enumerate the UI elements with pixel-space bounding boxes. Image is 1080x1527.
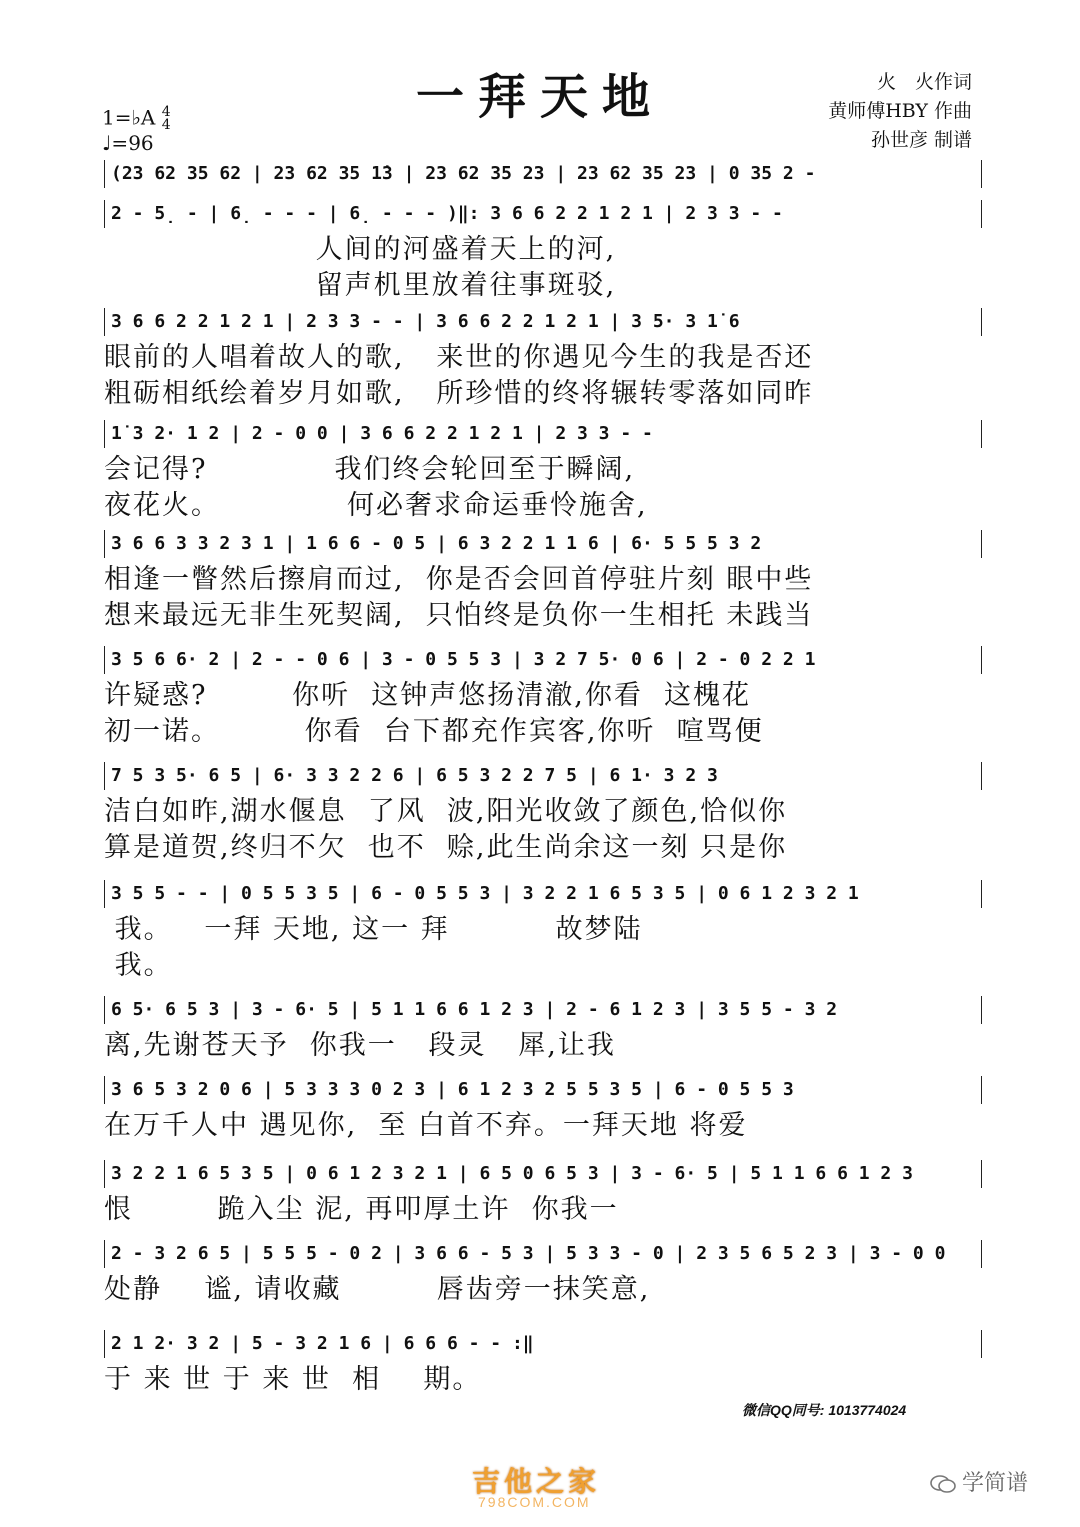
lyric-line-1: 恨 跪入尘 泥, 再叩厚土许 你我一 <box>104 1194 619 1225</box>
wechat-icon <box>930 1474 956 1494</box>
page-title: 一拜天地 <box>415 69 664 125</box>
lyric-line-1: 许疑惑? 你听 这钟声悠扬清澈,你看 这槐花 <box>104 680 752 711</box>
notation-line: 6 5· 6 5 3 | 3 - 6· 5 | 5 1 1 6 6 1 2 3 | 2 - 6 1 2 3 | 3 5 5 - 3 2 <box>104 996 982 1024</box>
notation-line: 3 2 2 1 6 5 3 5 | 0 6 1 2 3 2 1 | 6 5 0 6 5 3 | 3 - 6· 5 | 5 1 1 6 6 1 2 3 <box>104 1160 982 1188</box>
brand <box>930 1466 1028 1497</box>
notation-line: 2 - 5̣ - | 6̣ - - - | 6̣ - - - )‖: 3 6 6 2 2 1 2 1 | 2 3 3 - - <box>104 200 982 228</box>
watermark-logo: 吉他之家 <box>472 1466 601 1497</box>
lyric-line-1: 我。 一拜 天地, 这一 拜 故梦陆 <box>104 914 643 945</box>
lyric-line-1: 于 来 世 于 来 世 相 期。 <box>104 1364 482 1395</box>
watermark-url: 798COM.COM <box>478 1494 591 1510</box>
lyric-line-1: 处静 谧, 请收藏 唇齿旁一抹笑意, <box>104 1274 651 1305</box>
notation-line: 3 5 5 - - | 0 5 5 3 5 | 6 - 0 5 5 3 | 3 2 2 1 6 5 3 5 | 0 6 1 2 3 2 1 <box>104 880 982 908</box>
notation-line: (23 62 35 62 | 23 62 35 1̇3 | 23 62 35 23 | 23 62 35 23 | 0 35 2 - <box>104 160 982 188</box>
lyric-line-1: 离,先谢苍天予 你我一 段灵 犀,让我 <box>104 1030 616 1061</box>
lyricist: 火 火作词 <box>876 71 972 93</box>
lyric-line-2: 初一诺。 你看 台下都充作宾客,你听 喧骂便 <box>104 716 764 747</box>
lyric-line-1: 人间的河盛着天上的河, <box>104 234 617 265</box>
brand-name: 学简谱 <box>962 1471 1029 1496</box>
notation-line: 3 6 5 3 2 0 6 | 5 3 3 3 0 2 3 | 6 1 2 3 2 5 5 3 5 | 6 - 0 5 5 3 <box>104 1076 982 1104</box>
composer: 黄师傅HBY 作曲 <box>828 100 972 122</box>
notation-line: 3 5 6 6· 2 | 2 - - 0 6 | 3 - 0 5 5 3 | 3 2 7 5· 0 6 | 2 - 0 2 2 1 <box>104 646 982 674</box>
lyric-line-1: 会记得? 我们终会轮回至于瞬阔, <box>104 454 636 485</box>
arranger: 孙世彦 制谱 <box>870 129 972 151</box>
lyric-line-1: 相逢一瞥然后擦肩而过, 你是否会回首停驻片刻 眼中些 <box>104 564 814 595</box>
notation-line: 7 5 3 5· 6 5 | 6· 3 3 2 2 6 | 6 5 3 2 2 7 5 | 6 1· 3 2 3 <box>104 762 982 790</box>
lyric-line-2: 留声机里放着往事斑驳, <box>104 270 617 301</box>
notation-line: 3 6 6 2 2 1 2 1 | 2 3 3 - - | 3 6 6 2 2 1 2 1 | 3 5· 3 1̇ 6 <box>104 308 982 336</box>
key-signature <box>102 106 171 154</box>
notation-line: 1̇ 3 2· 1 2 | 2 - 0 0 | 3 6 6 2 2 1 2 1 | 2 3 3 - - <box>104 420 982 448</box>
lyric-line-2: 想来最远无非生死契阔, 只怕终是负你一生相托 未践当 <box>104 600 814 631</box>
key: 1=♭A <box>102 105 156 130</box>
time-signature: 4 4 <box>161 104 171 133</box>
notation-line: 2 - 3 2 6 5 | 5 5 5 - 0 2 | 3 6 6 - 5 3 | 5 3 3 - 0 | 2 3 5 6 5 2 3 | 3 - 0 0 <box>104 1240 982 1268</box>
lyric-line-2: 夜花火。 何必奢求命运垂怜施舍, <box>104 490 648 521</box>
credits <box>828 68 972 155</box>
contact-info: 微信QQ同号: 1013774024 <box>742 1402 907 1418</box>
lyric-line-2: 算是道贺,终归不欠 也不 赊,此生尚余这一刻 只是你 <box>104 832 788 863</box>
lyric-line-2: 粗砺相纸绘着岁月如歌, 所珍惜的终将辗转零落如同昨 <box>104 378 814 409</box>
tempo: ♩=96 <box>102 131 154 155</box>
notation-line: 3 6 6 3 3 2 3 1 | 1 6 6 - 0 5 | 6 3 2 2 1 1 6 | 6· 5 5 5 3 2 <box>104 530 982 558</box>
lyric-line-2: 我。 <box>104 950 173 981</box>
lyric-line-1: 洁白如昨,湖水偃息 了风 波,阳光收敛了颜色,恰似你 <box>104 796 788 827</box>
lyric-line-1: 在万千人中 遇见你, 至 白首不弃。一拜天地 将爱 <box>104 1110 748 1141</box>
notation-line: 2 1 2· 3 2 | 5 - 3 2 1 6 | 6 6 6 - - :‖ <box>104 1330 982 1358</box>
lyric-line-1: 眼前的人唱着故人的歌, 来世的你遇见今生的我是否还 <box>104 342 814 373</box>
